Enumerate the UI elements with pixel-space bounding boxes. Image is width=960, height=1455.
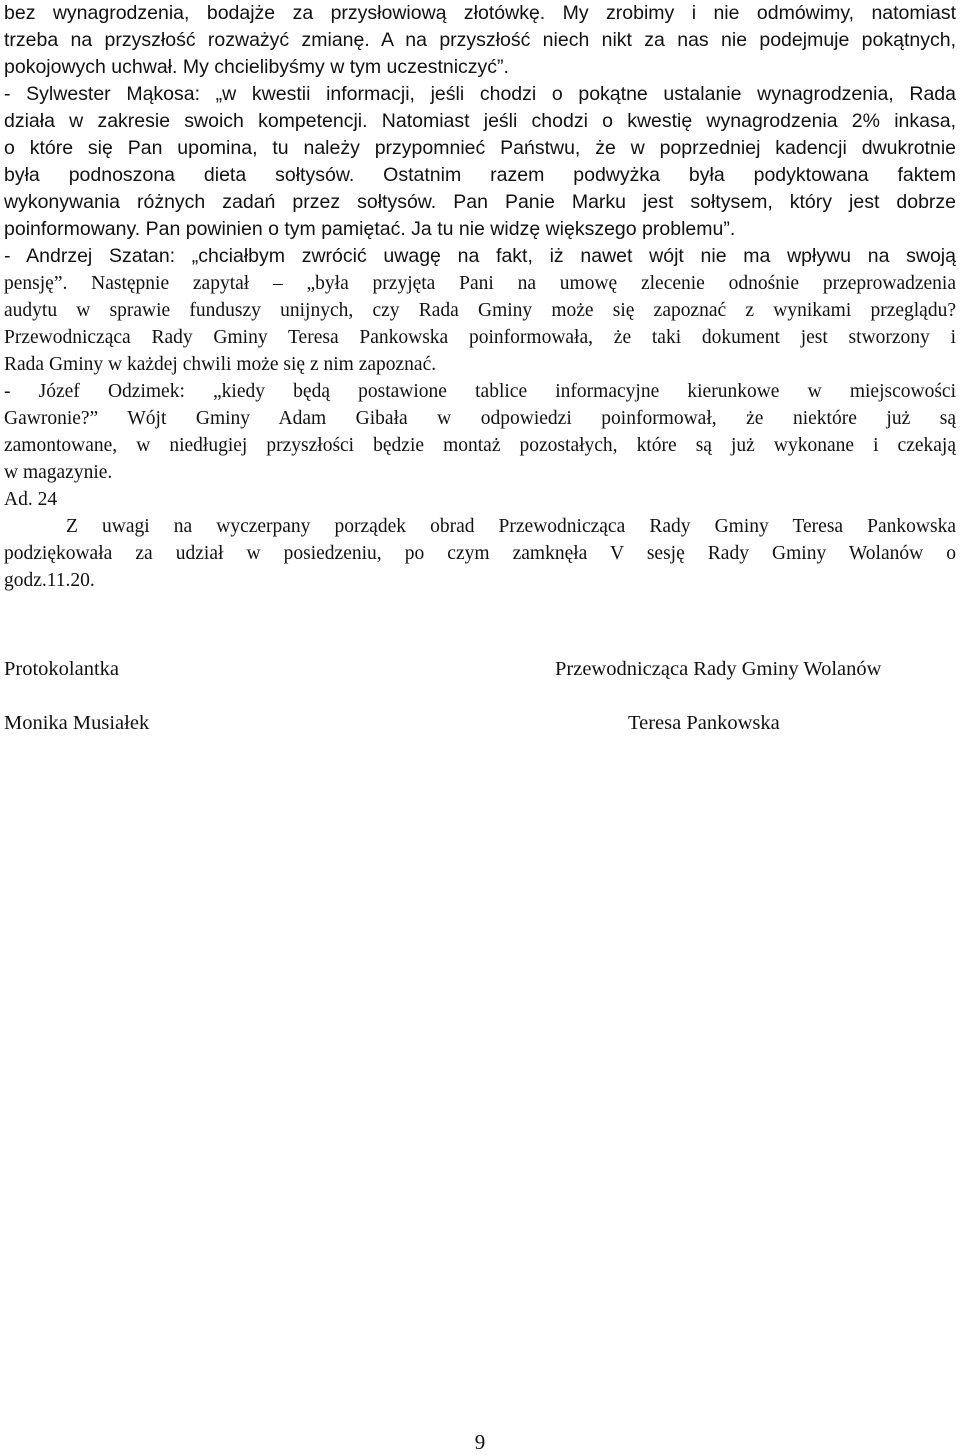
text-line: audytu w sprawie funduszy unijnych, czy Rada Gminy może się zapoznać z wynikami przeglądu? [4, 300, 956, 321]
text-line: poinformowany. Pan powinien o tym pamiętać. Ja tu nie widzę większego problemu”. [4, 218, 736, 240]
signature-right-title: Przewodnicząca Rady Gminy Wolanów [555, 658, 882, 680]
text-line: trzeba na przyszłość rozważyć zmianę. A na przyszłość niech nikt za nas nie podejmuje pokątnych, [4, 29, 956, 51]
text-line: Gawronie?” Wójt Gminy Adam Gibała w odpowiedzi poinformował, że niektóre już są [4, 408, 956, 429]
signature-left-name: Monika Musiałek [4, 712, 150, 734]
page-number: 9 [474, 1430, 486, 1454]
text-line: pensję”. Następnie zapytał – „była przyjęta Pani na umowę zlecenie odnośnie przeprowadzenia [4, 273, 956, 294]
signature-right-name: Teresa Pankowska [628, 712, 780, 734]
text-line: bez wynagrodzenia, bodajże za przysłowiową złotówkę. My zrobimy i nie odmówimy, natomiast [4, 2, 956, 24]
text-line: działa w zakresie swoich kompetencji. Natomiast jeśli chodzi o kwestię wynagrodzenia 2% inkasa, [4, 110, 956, 132]
text-line: Z uwagi na wyczerpany porządek obrad Przewodnicząca Rady Gminy Teresa Pankowska [66, 516, 956, 537]
text-line: podziękowała za udział w posiedzeniu, po czym zamknęła V sesję Rady Gminy Wolanów o [4, 543, 956, 564]
text-line: Ad. 24 [4, 489, 58, 510]
text-line: Rada Gminy w każdej chwili może się z nim zapoznać. [4, 354, 437, 375]
text-line: o które się Pan upomina, tu należy przypomnieć Państwu, że w poprzedniej kadencji dwukrotnie [4, 137, 956, 159]
text-line: w magazynie. [4, 462, 113, 483]
text-line: - Sylwester Mąkosa: „w kwestii informacji, jeśli chodzi o pokątne ustalanie wynagrodzenia, Rada [4, 83, 956, 105]
text-line: - Józef Odzimek: „kiedy będą postawione tablice informacyjne kierunkowe w miejscowości [4, 381, 956, 402]
text-line: była podnoszona dieta sołtysów. Ostatnim razem podwyżka była podyktowana faktem [4, 164, 956, 186]
text-line: pokojowych uchwał. My chcielibyśmy w tym uczestniczyć”. [4, 56, 509, 78]
text-line: Przewodnicząca Rady Gminy Teresa Pankowska poinformowała, że taki dokument jest stworzony i [4, 327, 956, 348]
text-line: - Andrzej Szatan: „chciałbym zwrócić uwagę na fakt, iż nawet wójt nie ma wpływu na swoją [4, 245, 956, 267]
text-line: wykonywania różnych zadań przez sołtysów. Pan Panie Marku jest sołtysem, który jest dobrze [4, 191, 956, 213]
signature-left-title: Protokolantka [4, 658, 120, 680]
body-text [4, 0, 956, 594]
text-line: godz.11.20. [4, 570, 95, 591]
text-line: zamontowane, w niedługiej przyszłości będzie montaż pozostałych, które są już wykonane i czekają [4, 435, 956, 456]
